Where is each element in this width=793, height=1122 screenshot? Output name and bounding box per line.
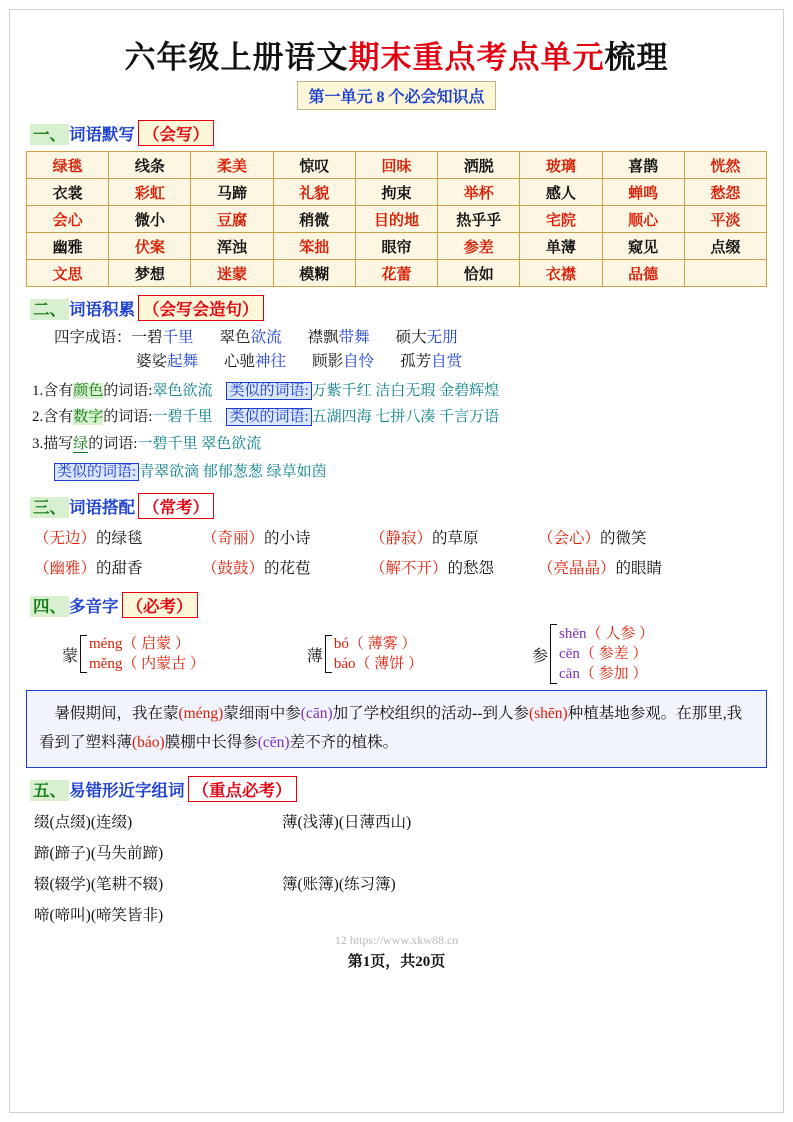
item-lead-after: 的词语:	[88, 435, 138, 452]
collocation-item	[370, 554, 538, 584]
section-3-number: 三、	[30, 497, 69, 518]
item-answer-1: 翠色欲流	[152, 383, 213, 400]
item-answer-2: 五湖四海 七拼八凑 千言万语	[311, 409, 500, 426]
confusable-row	[34, 807, 767, 869]
word-cell: 举杯	[438, 179, 520, 206]
table-row	[27, 179, 767, 206]
word-cell: 窥见	[602, 233, 684, 260]
brace-icon	[325, 635, 332, 673]
confusable-item: 啼(啼叫)(啼笑皆非)	[34, 906, 164, 924]
word-cell: 热乎乎	[438, 206, 520, 233]
idiom-part-b: 欲流	[250, 329, 282, 346]
table-row	[27, 206, 767, 233]
idiom-part-b: 自赏	[431, 353, 463, 371]
polyphone-readings	[89, 634, 205, 674]
accumulation-item	[32, 378, 767, 404]
polyphone-character: 薄	[306, 647, 323, 665]
pinyin: shēn	[559, 626, 587, 643]
item-similar-tag: 类似的词语:	[226, 408, 311, 426]
passage-text-segment: 膜棚中长得参	[164, 734, 258, 752]
word-cell: 模糊	[273, 260, 355, 287]
collocation-noun: 的草原	[432, 530, 479, 548]
word-cell: 眼帘	[355, 233, 437, 260]
confusable-item: 蹄(蹄子)(马失前蹄)	[34, 844, 164, 862]
section-4-name: 多音字	[69, 597, 119, 617]
section-2-name: 词语积累	[69, 300, 135, 319]
word-cell: 稍微	[273, 206, 355, 233]
polyphone-reading	[559, 644, 654, 664]
accumulation-item	[32, 431, 767, 457]
item-keyword: 绿	[73, 435, 89, 452]
item-lead-after: 的词语:	[103, 383, 153, 400]
section-4-number: 四、	[30, 596, 69, 617]
title-part-red: 期末重点考点单元	[348, 40, 605, 75]
idiom-part-a: 硕大	[395, 329, 427, 346]
pinyin: cān	[559, 666, 580, 683]
idiom-part-a: 婆娑	[136, 353, 168, 371]
word-cell: 花蕾	[355, 260, 437, 287]
section-1-tag: （会写）	[138, 120, 214, 146]
idiom-part-a: 心驰	[224, 353, 256, 371]
collocation-item	[34, 554, 202, 584]
brace-icon	[80, 635, 87, 673]
item-similar-tag: 类似的词语:	[226, 382, 311, 400]
section-5-number: 五、	[30, 780, 69, 801]
collocation-row	[34, 524, 767, 554]
collocation-item	[538, 554, 706, 584]
idiom-part-b: 无朋	[426, 329, 458, 346]
idiom-row-2	[136, 350, 767, 374]
polyphone-reading	[89, 634, 205, 654]
idiom-item	[400, 353, 462, 370]
word-cell: 线条	[109, 152, 191, 179]
example-word: （ 启蒙 ）	[122, 636, 190, 653]
confusable-row	[34, 869, 767, 931]
passage-pinyin: (shēn)	[528, 705, 568, 723]
item-index: 3.	[32, 435, 44, 452]
confusable-item: 薄(浅薄)(日薄西山)	[282, 813, 412, 831]
page-footer: 第1页，共20页	[347, 953, 446, 970]
word-cell: 拘束	[355, 179, 437, 206]
extra-similar-tag: 类似的词语:	[54, 463, 139, 481]
word-cell: 宅院	[520, 206, 602, 233]
section-2-heading	[30, 295, 767, 321]
idiom-item	[136, 353, 198, 370]
collocation-answer: （幽雅）	[34, 560, 97, 578]
polyphone-reading	[334, 634, 423, 654]
idiom-item	[308, 329, 370, 346]
idiom-part-a: 襟飘	[307, 329, 339, 346]
collocation-answer: （解不开）	[370, 560, 448, 578]
word-cell: 点缀	[684, 233, 766, 260]
polyphone-reading	[559, 664, 654, 684]
item-lead-before: 描写	[43, 435, 74, 452]
extra-similar-words-row	[54, 459, 767, 485]
item-keyword: 颜色	[73, 383, 104, 400]
polyphone-groups	[26, 624, 767, 684]
polyphone-character: 蒙	[62, 647, 79, 665]
idiom-item	[220, 329, 282, 346]
word-cell: 玻璃	[520, 152, 602, 179]
word-cell: 品德	[602, 260, 684, 287]
collocation-item	[538, 524, 706, 554]
collocation-item	[34, 524, 202, 554]
title-part-1: 六年级上册语文	[124, 40, 349, 75]
pinyin: cēn	[559, 646, 580, 663]
word-dictation-table	[26, 151, 767, 287]
pinyin: báo	[333, 656, 356, 673]
collocation-answer: （静寂）	[370, 530, 433, 548]
item-keyword: 数字	[73, 409, 104, 426]
passage-pinyin: (cān)	[300, 705, 333, 723]
section-4-heading	[30, 592, 767, 618]
section-5-tag: （重点必考）	[188, 776, 297, 802]
word-cell: 豆腐	[191, 206, 273, 233]
word-cell: 会心	[27, 206, 109, 233]
word-cell: 单薄	[520, 233, 602, 260]
section-3-name: 词语搭配	[69, 498, 135, 518]
idiom-part-b: 带舞	[338, 329, 370, 346]
section-1-number: 一、	[30, 124, 69, 145]
confusable-character-list	[34, 807, 767, 931]
pinyin: měng	[89, 656, 123, 673]
word-cell: 梦想	[109, 260, 191, 287]
collocation-item	[202, 524, 370, 554]
accumulation-item	[32, 404, 767, 430]
collocation-answer: （会心）	[538, 530, 601, 548]
collocation-noun: 的愁怨	[447, 560, 495, 578]
idiom-item	[224, 353, 286, 370]
example-word: （ 参差 ）	[579, 646, 648, 663]
idiom-part-b: 起舞	[167, 353, 199, 371]
table-row	[27, 260, 767, 287]
word-cell: 柔美	[191, 152, 273, 179]
idiom-item	[312, 353, 374, 370]
word-cell: 马蹄	[191, 179, 273, 206]
passage-pinyin: (báo)	[132, 734, 165, 752]
example-word: （ 内蒙古 ）	[122, 656, 205, 673]
polyphone-readings	[559, 624, 654, 684]
item-answer-1: 一碧千里	[152, 409, 213, 426]
example-word: （ 参加 ）	[579, 666, 648, 683]
example-word: （ 薄雾 ）	[348, 636, 417, 653]
collocation-list	[34, 524, 767, 584]
word-cell: 礼貌	[273, 179, 355, 206]
collocation-answer: （奇丽）	[202, 530, 265, 548]
word-accumulation-items	[32, 378, 767, 485]
brace-icon	[550, 624, 557, 684]
idiom-part-b: 自怜	[343, 353, 375, 371]
idiom-label: 四字成语：	[54, 329, 132, 346]
collocation-noun: 的眼睛	[615, 560, 663, 578]
idiom-part-a: 孤芳	[400, 353, 432, 371]
confusable-item: 缀(点缀)(连缀)	[34, 813, 133, 831]
passage-text-segment: 差不齐的植株。	[289, 734, 399, 752]
word-cell: 喜鹊	[602, 152, 684, 179]
passage-text-segment: 种植基地参观。在那里,我看到了塑料薄	[39, 705, 743, 752]
collocation-item	[370, 524, 538, 554]
pinyin: bó	[333, 636, 349, 653]
collocation-row	[34, 554, 767, 584]
section-2-tag: （会写会造句）	[138, 295, 264, 321]
idiom-item	[132, 329, 194, 346]
collocation-noun: 的微笑	[600, 530, 647, 548]
polyphone-group	[532, 624, 767, 684]
idiom-row-1	[54, 326, 767, 350]
word-cell: 彩虹	[109, 179, 191, 206]
word-cell	[684, 260, 766, 287]
confusable-item: 辍(辍学)(笔耕不辍)	[34, 875, 164, 893]
polyphone-reading	[334, 654, 423, 674]
passage-text-segment: 加了学校组织的活动--到人参	[332, 705, 529, 723]
word-cell: 恍然	[684, 152, 766, 179]
title-part-2: 梳理	[604, 40, 669, 75]
collocation-noun: 的甜香	[96, 560, 143, 578]
confusable-item: 簿(账簿)(练习簿)	[282, 875, 396, 893]
example-word: （ 人参 ）	[586, 626, 655, 643]
idiom-part-a: 翠色	[219, 329, 251, 346]
word-cell: 浑浊	[191, 233, 273, 260]
idiom-part-a: 顾影	[312, 353, 344, 371]
page-title	[26, 32, 767, 77]
item-index: 1.	[32, 383, 44, 400]
item-lead-before: 含有	[43, 409, 74, 426]
table-row	[27, 152, 767, 179]
word-cell: 愁怨	[684, 179, 766, 206]
collocation-answer: （无边）	[34, 530, 97, 548]
subtitle-wrap	[26, 81, 767, 110]
item-index: 2.	[32, 409, 44, 426]
extra-similar-answer: 青翠欲滴 郁郁葱葱 绿草如茵	[139, 463, 327, 480]
polyphone-group	[307, 624, 532, 684]
word-cell: 回味	[355, 152, 437, 179]
polyphone-reading	[559, 624, 654, 644]
polyphone-readings	[334, 634, 423, 674]
word-cell: 平淡	[684, 206, 766, 233]
polyphone-passage	[26, 690, 767, 767]
idiom-part-a: 一碧	[131, 329, 163, 346]
section-2-number: 二、	[30, 299, 69, 320]
word-cell: 绿毯	[27, 152, 109, 179]
word-cell: 幽雅	[27, 233, 109, 260]
section-1-name: 词语默写	[69, 125, 135, 144]
idiom-item	[396, 329, 458, 346]
collocation-noun: 的花苞	[264, 560, 311, 578]
pinyin: méng	[89, 636, 123, 653]
example-word: （ 薄饼 ）	[355, 656, 423, 673]
word-cell: 恰如	[438, 260, 520, 287]
item-answer-2: 万紫千红 洁白无瑕 金碧辉煌	[311, 383, 500, 400]
collocation-answer: （亮晶晶）	[538, 560, 616, 578]
collocation-noun: 的小诗	[264, 530, 311, 548]
subtitle: 第一单元 8 个必会知识点	[297, 81, 495, 110]
section-3-heading	[30, 493, 767, 519]
collocation-noun: 的绿毯	[96, 530, 143, 548]
word-cell: 顺心	[602, 206, 684, 233]
section-5-heading	[30, 776, 767, 802]
word-cell: 惊叹	[273, 152, 355, 179]
word-cell: 文思	[27, 260, 109, 287]
collocation-item	[202, 554, 370, 584]
idiom-list	[26, 326, 767, 374]
polyphone-group	[62, 624, 307, 684]
polyphone-character: 参	[532, 647, 549, 665]
collocation-answer: （鼓鼓）	[202, 560, 265, 578]
word-cell: 目的地	[355, 206, 437, 233]
item-lead-before: 含有	[43, 383, 74, 400]
word-cell: 迷蒙	[191, 260, 273, 287]
idiom-part-b: 千里	[162, 329, 194, 346]
section-3-tag: （常考）	[138, 493, 214, 519]
word-cell: 笨拙	[273, 233, 355, 260]
passage-pinyin: (cēn)	[257, 734, 290, 752]
word-cell: 微小	[109, 206, 191, 233]
word-cell: 衣裳	[27, 179, 109, 206]
item-answer-1: 一碧千里 翠色欲流	[137, 435, 262, 452]
word-cell: 伏案	[109, 233, 191, 260]
idiom-part-b: 神往	[255, 353, 287, 371]
word-cell: 感人	[520, 179, 602, 206]
word-cell: 洒脱	[438, 152, 520, 179]
passage-text-segment: 暑假期间，我在蒙	[39, 705, 179, 723]
section-4-tag: （必考）	[122, 592, 198, 618]
item-lead-after: 的词语:	[103, 409, 153, 426]
word-cell: 参差	[438, 233, 520, 260]
table-row	[27, 233, 767, 260]
word-cell: 蝉鸣	[602, 179, 684, 206]
word-cell: 衣襟	[520, 260, 602, 287]
section-1-heading	[30, 120, 767, 146]
watermark: 12 https://www.xkw88.cn	[334, 932, 459, 947]
passage-pinyin: (méng)	[178, 705, 224, 723]
polyphone-reading	[89, 654, 205, 674]
section-5-name: 易错形近字组词	[69, 780, 185, 800]
passage-text-segment: 蒙细雨中参	[223, 705, 301, 723]
